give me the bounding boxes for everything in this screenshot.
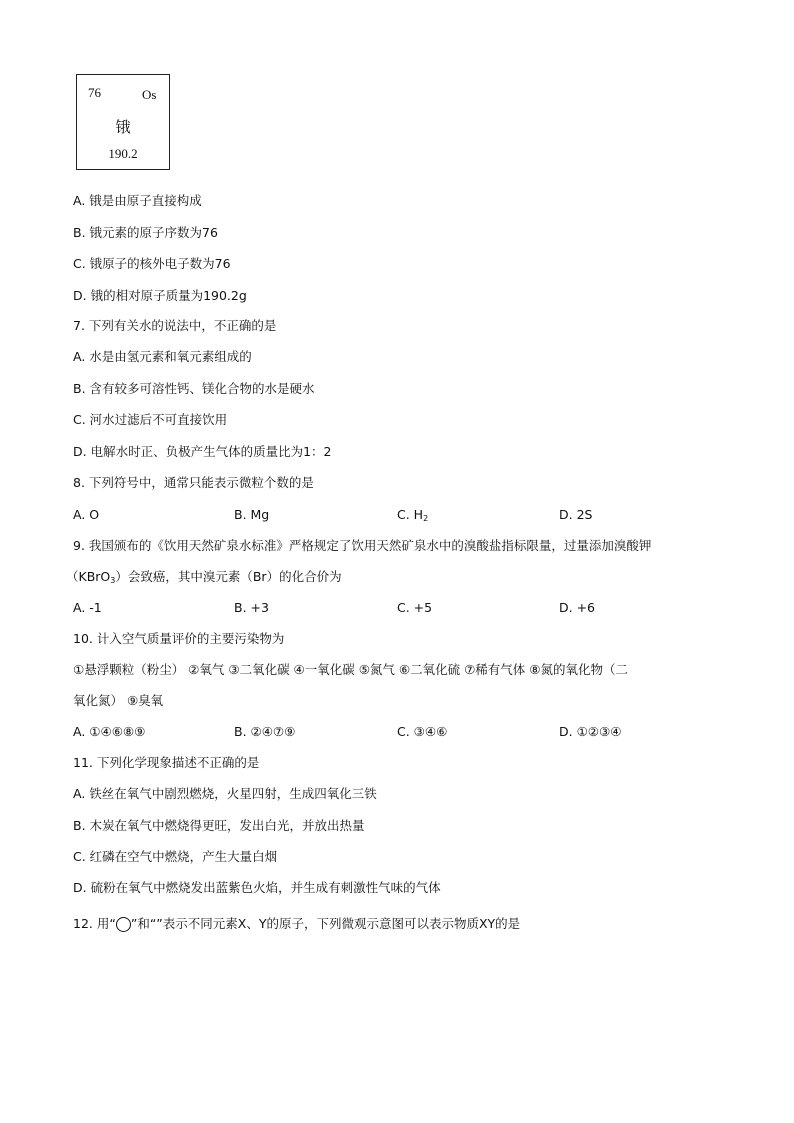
q11-option-c: C. 红磷在空气中燃烧，产生大量白烟 bbox=[73, 849, 278, 864]
q10-stem: 10. 计入空气质量评价的主要污染物为 bbox=[73, 631, 285, 646]
element-name: 锇 bbox=[115, 118, 131, 136]
q8-options bbox=[73, 507, 733, 523]
q10-options bbox=[73, 724, 733, 740]
atomic-mass: 190.2 bbox=[108, 146, 138, 161]
q6-option-d: D. 锇的相对原子质量为190.2g bbox=[73, 288, 247, 303]
q10-items-line1: ①悬浮颗粒（粉尘） ②氧气 ③二氧化碳 ④一氧化碳 ⑤氮气 ⑥二氧化硫 ⑦稀有气体 ⑧氮的氧化物（二 bbox=[73, 662, 628, 677]
q7-option-a: A. 水是由氢元素和氧元素组成的 bbox=[73, 349, 252, 364]
q11-stem: 11. 下列化学现象描述不正确的是 bbox=[73, 755, 260, 770]
q6-option-b: B. 锇元素的原子序数为76 bbox=[73, 225, 218, 240]
q7-option-d: D. 电解水时正、负极产生气体的质量比为1：2 bbox=[73, 444, 332, 459]
q10-option-a: A. ①④⑥⑧⑨ bbox=[73, 724, 146, 739]
q8-option-b: B. Mg bbox=[234, 507, 270, 522]
q8-option-a: A. O bbox=[73, 507, 100, 522]
circle-atom-icon bbox=[116, 917, 131, 932]
periodic-element-card bbox=[76, 74, 170, 170]
q8-option-c: C. $H_2$ bbox=[397, 507, 429, 523]
q11-option-b: B. 木炭在氧气中燃烧得更旺，发出白光，并放出热量 bbox=[73, 818, 365, 833]
q6-option-a: A. 锇是由原子直接构成 bbox=[73, 193, 202, 208]
q12-stem: 12. 用“ ”和“”表示不同元素X、Y的原子，下列微观示意图可以表示物质XY的是 bbox=[73, 916, 521, 931]
q10-option-b: B. ②④⑦⑨ bbox=[234, 724, 296, 739]
q6-option-c: C. 锇原子的核外电子数为76 bbox=[73, 256, 231, 271]
q9-option-c: C. +5 bbox=[397, 600, 433, 615]
q7-option-b: B. 含有较多可溶性钙、镁化合物的水是硬水 bbox=[73, 381, 315, 396]
q8-option-d: D. 2S bbox=[559, 507, 593, 522]
q9-stem-line1: 9. 我国颁布的《饮用天然矿泉水标准》严格规定了饮用天然矿泉水中的溴酸盐指标限量，过量添加溴酸钾 bbox=[73, 538, 652, 553]
q10-option-c: C. ③④⑥ bbox=[397, 724, 448, 739]
q9-option-d: D. +6 bbox=[559, 600, 595, 615]
q9-options bbox=[73, 600, 733, 616]
atomic-number: 76 bbox=[88, 85, 101, 100]
q9-option-a: A. -1 bbox=[73, 600, 102, 615]
element-symbol: Os bbox=[142, 87, 157, 102]
q8-stem: 8. 下列符号中，通常只能表示微粒个数的是 bbox=[73, 475, 314, 490]
q9-option-b: B. +3 bbox=[234, 600, 269, 615]
q7-option-c: C. 河水过滤后不可直接饮用 bbox=[73, 412, 228, 427]
q10-option-d: D. ①②③④ bbox=[559, 724, 622, 739]
q7-stem: 7. 下列有关水的说法中，不正确的是 bbox=[73, 318, 277, 333]
q10-items-line2: 氧化氮） ⑨臭氧 bbox=[73, 693, 164, 708]
q9-stem-line2: （KBrO$_3$）会致癌，其中溴元素（Br）的化合价为 bbox=[66, 569, 342, 585]
q11-option-d: D. 硫粉在氧气中燃烧发出蓝紫色火焰，并生成有刺激性气味的气体 bbox=[73, 880, 441, 895]
q11-option-a: A. 铁丝在氧气中剧烈燃烧，火星四射，生成四氧化三铁 bbox=[73, 786, 377, 801]
